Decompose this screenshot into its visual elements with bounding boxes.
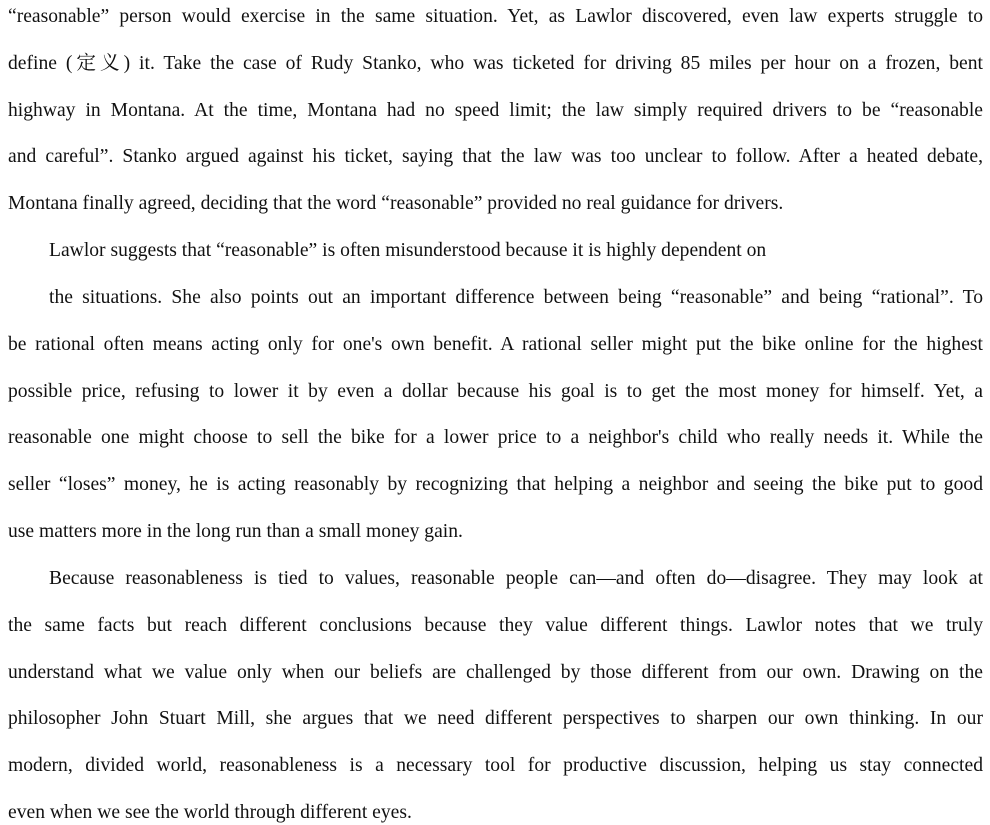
text-line: be rational often means acting only for one's own benefit. A rational seller might put the bike online for the highest (8, 334, 983, 355)
text-line: Because reasonableness is tied to values, reasonable people can—and often do—disagree. They may look at (49, 568, 983, 589)
text-line: possible price, refusing to lower it by even a dollar because his goal is to get the most money for himself. Yet, a (8, 381, 983, 402)
text-line: even when we see the world through different eyes. (8, 802, 412, 823)
text-line: the situations. She also points out an important difference between being “reasonable” and being “rational”. To (49, 287, 983, 308)
text-line: highway in Montana. At the time, Montana had no speed limit; the law simply required drivers to be “reasonable (8, 100, 983, 121)
text-line: Lawlor suggests that “reasonable” is often misunderstood because it is highly dependent on (49, 240, 767, 261)
text-line: seller “loses” money, he is acting reasonably by recognizing that helping a neighbor and seeing the bike put to good (8, 474, 983, 495)
text-line: reasonable one might choose to sell the bike for a lower price to a neighbor's child who really needs it. While the (8, 427, 983, 448)
text-line: modern, divided world, reasonableness is a necessary tool for productive discussion, helping us stay connected (8, 755, 983, 776)
text-line: use matters more in the long run than a small money gain. (8, 521, 463, 542)
text-line: “reasonable” person would exercise in the same situation. Yet, as Lawlor discovered, even law experts struggle to (8, 6, 983, 27)
text-line: and careful”. Stanko argued against his ticket, saying that the law was too unclear to follow. After a heated debate, (8, 146, 983, 167)
text-line: the same facts but reach different conclusions because they value different things. Lawlor notes that we truly (8, 615, 983, 636)
text-line: philosopher John Stuart Mill, she argues that we need different perspectives to sharpen our own thinking. In our (8, 708, 983, 729)
text-line: understand what we value only when our beliefs are challenged by those different from our own. Drawing on the (8, 662, 983, 683)
text-line: define (定义) it. Take the case of Rudy Stanko, who was ticketed for driving 85 miles per hour on a frozen, bent (8, 53, 983, 74)
text-line: Montana finally agreed, deciding that the word “reasonable” provided no real guidance for drivers. (8, 193, 784, 214)
